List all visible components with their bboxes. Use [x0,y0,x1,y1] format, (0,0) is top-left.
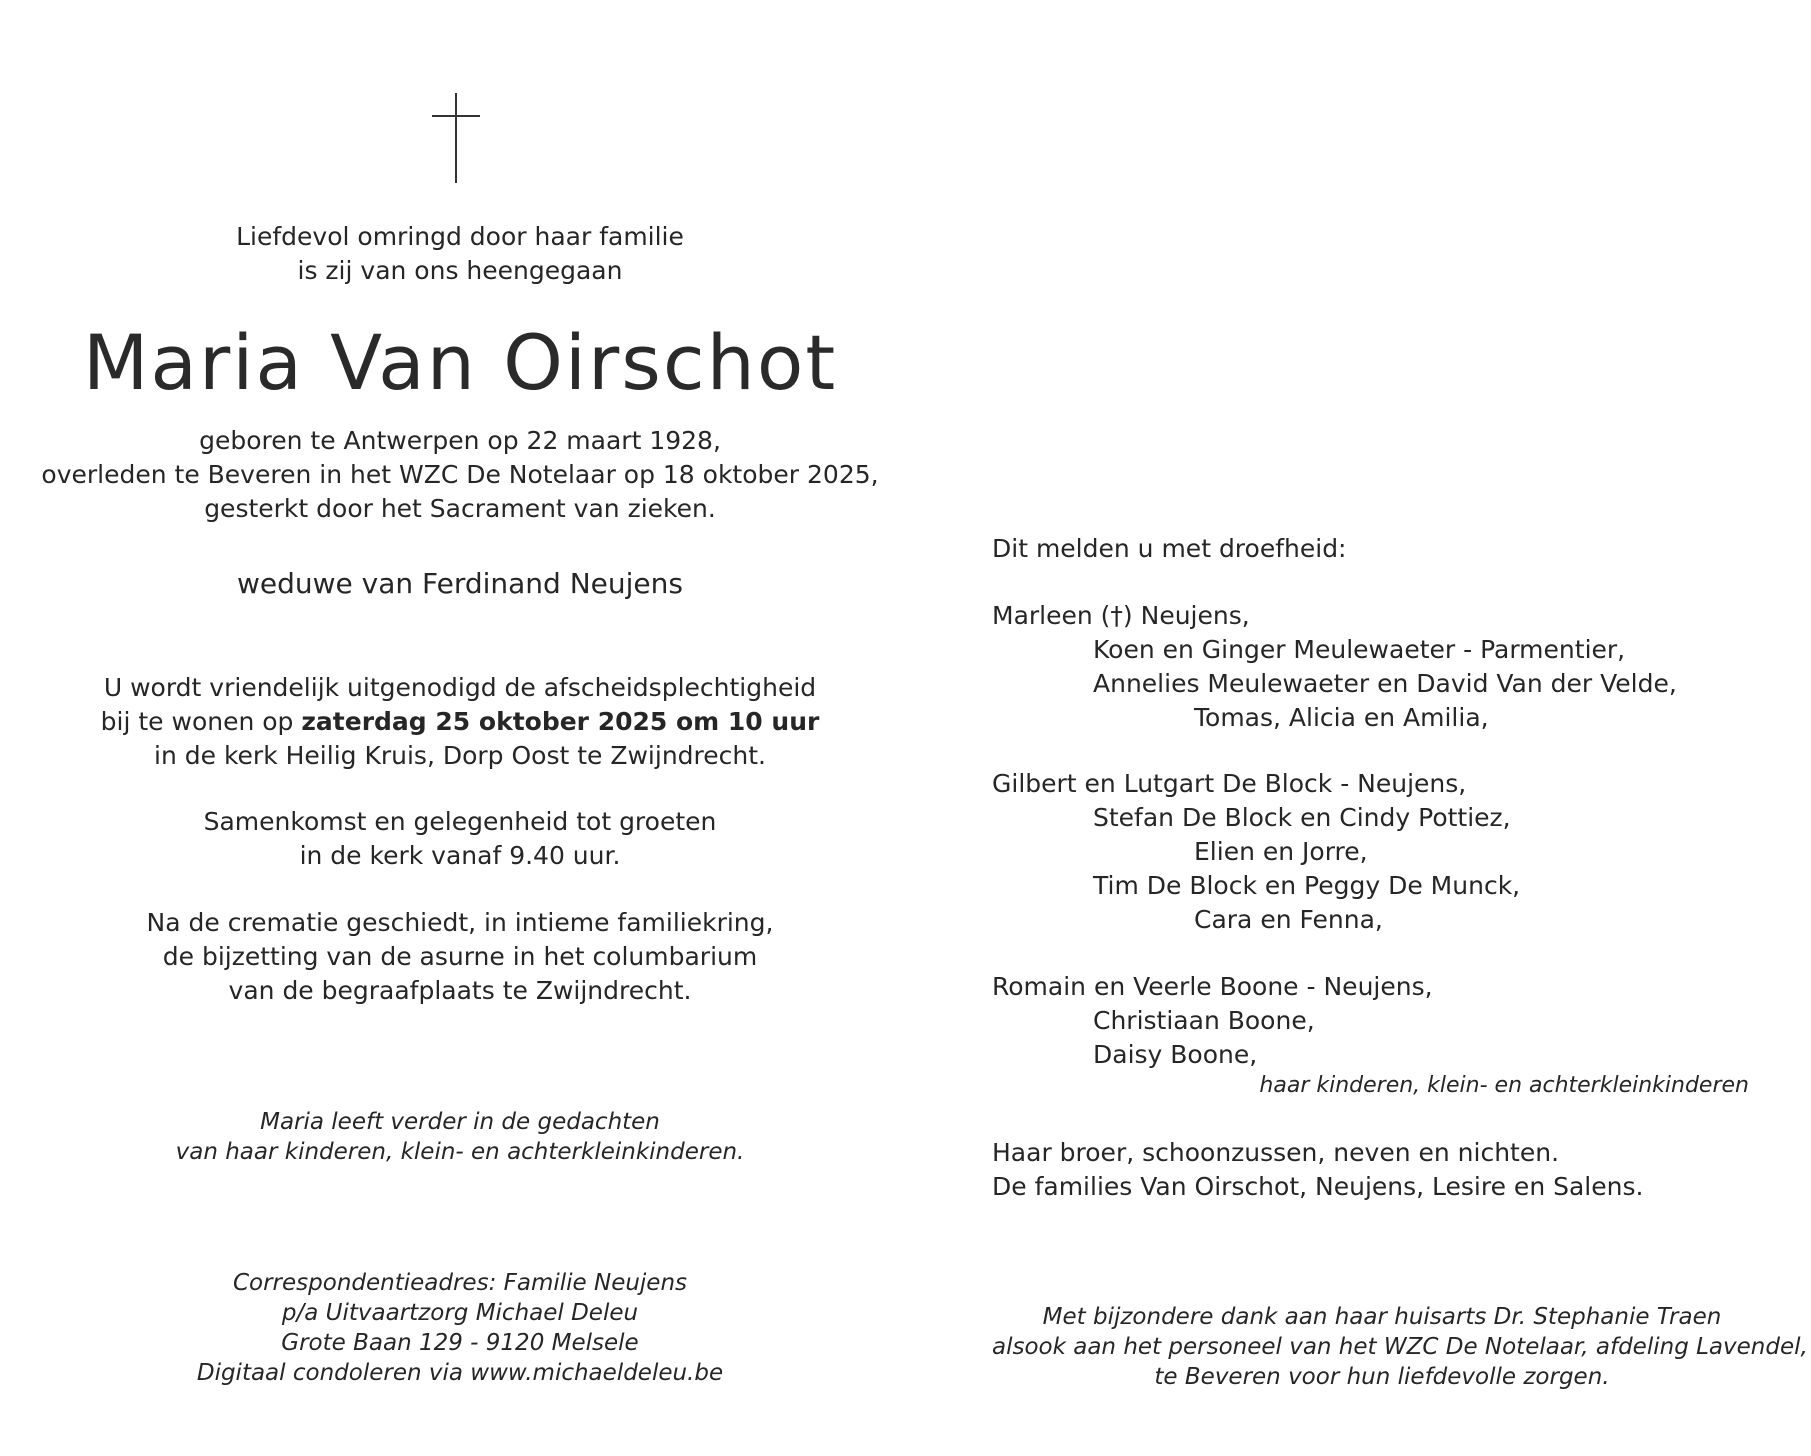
family-line: Daisy Boone, [1093,1040,1258,1069]
memory-text [40,1107,880,1167]
ceremony-invitation [40,671,880,773]
memory-line: Maria leeft verder in de gedachten [260,1109,660,1135]
thanks-line: alsook aan het personeel van het WZC De Notelaar, afdeling Lavendel, [992,1334,1808,1360]
family-line: Romain en Veerle Boone - Neujens, [992,972,1433,1001]
announcement [992,532,1782,566]
ceremony-date: zaterdag 25 oktober 2025 om 10 uur [301,707,820,736]
gathering-line: in de kerk vanaf 9.40 uur. [299,841,621,870]
invite-line: U wordt vriendelijk uitgenodigd de afscheidsplechtigheid [103,673,817,702]
gathering-line: Samenkomst en gelegenheid tot groeten [203,807,717,836]
gathering-info [40,805,880,873]
memory-line: van haar kinderen, klein- en achterkleinkinderen. [175,1139,745,1165]
family-relation: haar kinderen, klein- en achterkleinkinderen [1259,1073,1749,1098]
family-line: Stefan De Block en Cindy Pottiez, [1093,803,1511,832]
correspondence-line: Correspondentieadres: Familie Neujens [232,1270,688,1296]
deceased-name: Maria Van Oirschot [82,318,838,407]
birth-death-details [40,424,880,526]
correspondence-line: p/a Uitvaartzorg Michael Deleu [281,1300,639,1326]
family-line: Cara en Fenna, [1194,905,1383,934]
thanks-line: Met bijzondere dank aan haar huisarts Dr. Stephanie Traen [1042,1304,1722,1330]
intro-line: is zij van ons heengegaan [297,256,623,285]
family-line: Christiaan Boone, [1093,1006,1315,1035]
bio-line: overleden te Beveren in het WZC De Notelaar op 18 oktober 2025, [41,460,879,489]
family-line: Annelies Meulewaeter en David Van der Velde, [1093,669,1677,698]
intro-line: Liefdevol omringd door haar familie [236,222,684,251]
extended-family [992,1136,1782,1204]
announce-line: Dit melden u met droefheid: [992,534,1347,563]
burial-line: van de begraafplaats te Zwijndrecht. [228,976,692,1005]
burial-line: Na de crematie geschiedt, in intieme familiekring, [146,908,774,937]
extended-line: De families Van Oirschot, Neujens, Lesire en Salens. [992,1172,1644,1201]
invite-line: in de kerk Heilig Kruis, Dorp Oost te Zwijndrecht. [154,741,766,770]
family-group-3 [992,970,1782,1072]
invite-prefix: bij te wonen op [100,707,302,736]
thanks-text [992,1302,1808,1392]
correspondence-address [40,1268,880,1388]
intro-text [40,220,880,288]
cross-icon [432,93,480,183]
invite-line [40,705,880,739]
burial-line: de bijzetting van de asurne in het columbarium [162,942,758,971]
extended-line: Haar broer, schoonzussen, neven en nichten. [992,1138,1560,1167]
bio-line: gesterkt door het Sacrament van zieken. [204,494,716,523]
widow-line: weduwe van Ferdinand Neujens [236,567,683,600]
bio-line: geboren te Antwerpen op 22 maart 1928, [199,426,721,455]
family-line: Marleen (†) Neujens, [992,601,1250,630]
family-group-1 [992,599,1782,735]
widow-of [40,566,880,602]
condolence-link: Digitaal condoleren via www.michaeldeleu.be [196,1360,724,1386]
family-group-2 [992,767,1782,937]
family-line: Tomas, Alicia en Amilia, [1194,703,1489,732]
family-line: Koen en Ginger Meulewaeter - Parmentier, [1093,635,1626,664]
family-line: Gilbert en Lutgart De Block - Neujens, [992,769,1467,798]
burial-info [40,906,880,1008]
thanks-line: te Beveren voor hun liefdevolle zorgen. [1154,1364,1610,1390]
family-line: Elien en Jorre, [1194,837,1368,866]
family-line: Tim De Block en Peggy De Munck, [1093,871,1521,900]
correspondence-line: Grote Baan 129 - 9120 Melsele [281,1330,639,1356]
